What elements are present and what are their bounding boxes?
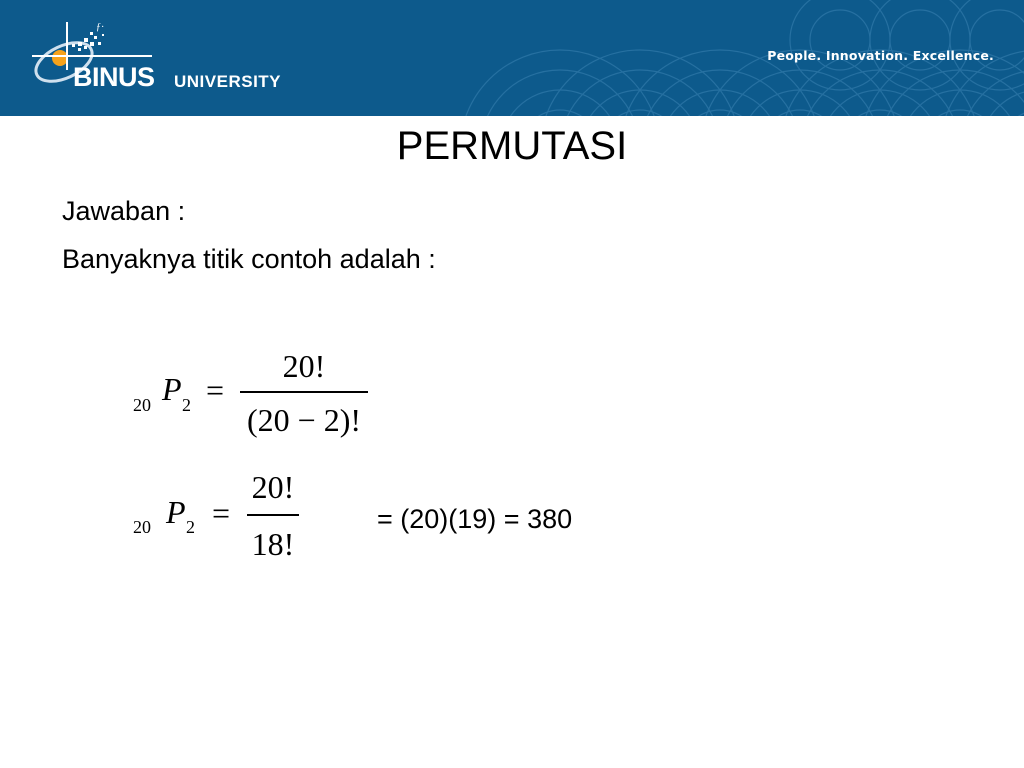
answer-label: Jawaban : [62, 196, 186, 226]
formula2-r-subscript: 2 [186, 517, 195, 537]
formula1-r-subscript: 2 [182, 395, 191, 415]
formula1-numerator: 20! [282, 348, 326, 384]
svg-text:ƒ·: ƒ· [96, 22, 105, 33]
formula1-n-subscript: 20 [133, 395, 151, 415]
formula2-P-symbol: P [166, 494, 186, 530]
formula2-denominator: 18! [251, 526, 295, 562]
formula1-equals: = [206, 372, 225, 408]
formula2-n-subscript: 20 [133, 517, 151, 537]
formula2-equals: = [212, 495, 231, 531]
slide-title: PERMUTASI [396, 124, 628, 168]
formula1-denominator: (20 − 2)! [246, 402, 361, 438]
permutation-result: = (20)(19) = 380 [377, 504, 573, 534]
sample-points-label: Banyaknya titik contoh adalah : [62, 244, 436, 274]
formula2-numerator: 20! [251, 469, 295, 505]
formula1-P-symbol: P [162, 371, 182, 407]
header-tagline: People. Innovation. Excellence. [767, 48, 994, 63]
logo-wordmark: BINUS [73, 62, 155, 92]
formula2-fraction-bar [247, 514, 299, 516]
logo-subtitle: UNIVERSITY [174, 72, 282, 91]
